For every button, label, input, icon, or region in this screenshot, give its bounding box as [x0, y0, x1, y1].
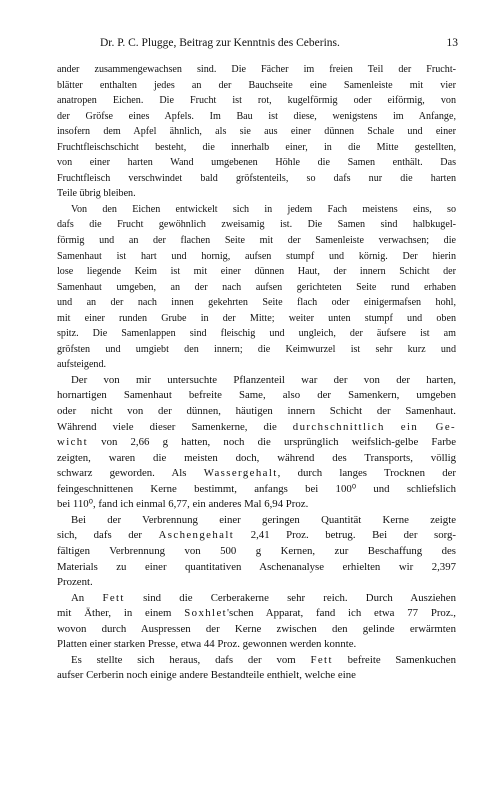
text-line: mit einer runden Grube in der Mitte; weiter unten stumpf und oben: [57, 312, 456, 324]
text-line: blätter enthalten jedes an der Bauchseite eine Samenleiste mit vier: [57, 79, 456, 91]
text-line: Fruchtfleischschicht besteht, die innerhalb einer, in die Mitte gestellten,: [57, 141, 456, 153]
running-title: Dr. P. C. Plugge, Beitrag zur Kenntnis des Ceberins.: [100, 37, 340, 49]
text-line: bei 110⁰, fand ich einmal 6,77, ein anderes Mal 6,94 Proz.: [57, 498, 309, 511]
text-line: spitz. Die Samenlappen sind fleischig und ungleich, der äufsere ist am: [57, 328, 456, 340]
text-line: dafs die Frucht gewöhnlich zweisamig ist. Die Samen sind halbkugel-: [57, 219, 456, 231]
text-line: Während viele dieser Samenkerne, die durchschnittlich ein Ge-: [57, 420, 456, 433]
text-line: und an der nach innen gekehrten Seite flach oder einigermafsen hohl,: [57, 297, 456, 309]
paragraph: [57, 373, 456, 513]
text-line: mit Äther, in einem Soxhlet'schen Apparat, fand ich etwa 77 Proz.,: [57, 607, 456, 620]
text-line: ander zusammengewachsen sind. Die Fächer im freien Teil der Frucht-: [57, 64, 456, 75]
text-line: Teile übrig bleiben.: [57, 188, 136, 200]
text-line: sich, dafs der Aschengehalt 2,41 Proz. betrug. Bei der sorg-: [57, 529, 456, 542]
running-header: [60, 37, 458, 53]
text-line: zeigten, waren die meisten doch, während des Transports, völlig: [57, 451, 456, 464]
text-line: Der von mir untersuchte Pflanzenteil war der von der harten,: [71, 373, 456, 386]
text-line: hornartigen Samenhaut befreite Same, also der Samenkern, umgeben: [57, 389, 456, 402]
text-line: förmig und an der flachen Seite mit der Samenleiste verwachsen; die: [57, 235, 456, 247]
text-line: feingeschnittenen Kerne bestimmt, anfangs bei 100⁰ und schliefslich: [57, 482, 456, 495]
text-line: gröfsten und umgiebt den innern; die Keimwurzel ist sehr kurz und: [57, 343, 456, 355]
text-line: schwarz geworden. Als Wassergehalt, durch langes Trocknen der: [57, 467, 456, 480]
text-line: Prozent.: [57, 576, 93, 589]
text-line: oder nicht von der dünnen, häutigen innern Schicht der Samenhaut.: [57, 405, 456, 418]
text-line: Von den Eichen entwickelt sich in jedem Fach meistens eins, so: [71, 203, 456, 215]
paragraph: [57, 591, 456, 653]
text-line: An Fett sind die Cerberakerne sehr reich. Durch Ausziehen: [71, 591, 456, 604]
paragraph: [57, 653, 456, 684]
text-line: aufsteigend.: [57, 359, 107, 371]
text-line: Es stellte sich heraus, dafs der vom Fett befreite Samenkuchen: [71, 653, 456, 666]
text-line: lose liegende Keim ist mit einer dünnen Haut, der innern Schicht der: [57, 266, 456, 278]
text-line: insofern dem Apfel ähnlich, als sie aus einer dünnen Schale und einer: [57, 126, 456, 138]
paragraph: [57, 62, 456, 202]
paragraph: [57, 202, 456, 373]
text-line: Materials zu einer quantitativen Aschenanalyse erhielten wir 2,397: [57, 560, 456, 573]
text-line: fältigen Verbrennung von 500 g Kernen, zur Beschaffung des: [57, 544, 456, 557]
paragraph: [57, 513, 456, 591]
text-line: der Gröfse eines Apfels. Im Bau ist diese, wenigstens im Anfange,: [57, 110, 456, 122]
text-line: Fruchtfleisch verschwindet bald gröfstenteils, so dafs nur die harten: [57, 172, 456, 184]
page-number: 13: [446, 37, 458, 49]
text-line: Samenhaut ist hart und hornig, aufsen stumpf und körnig. Der hierin: [57, 250, 456, 262]
text-line: anatropen Eichen. Die Frucht ist rot, kugelförmig oder eiförmig, von: [57, 95, 456, 107]
text-line: wicht von 2,66 g hatten, noch die ursprünglich weifslich-gelbe Farbe: [57, 436, 456, 449]
body-text: [57, 62, 456, 684]
text-line: Platten einer starken Presse, etwa 44 Proz. gewonnen werden konnte.: [57, 638, 357, 651]
text-line: wovon durch Auspressen der Kerne zwischen den gelinde erwärmten: [57, 622, 456, 635]
text-line: Samenhaut umgeben, an der nach aufsen gerichteten Seite rund erhaben: [57, 281, 456, 293]
text-line: Bei der Verbrennung einer geringen Quantität Kerne zeigte: [71, 513, 456, 526]
text-line: aufser Cerberin noch einige andere Bestandteile enthielt, welche eine: [57, 669, 356, 682]
text-line: von einer harten Wand umgebenen Höhle die Samen enthält. Das: [57, 157, 456, 169]
